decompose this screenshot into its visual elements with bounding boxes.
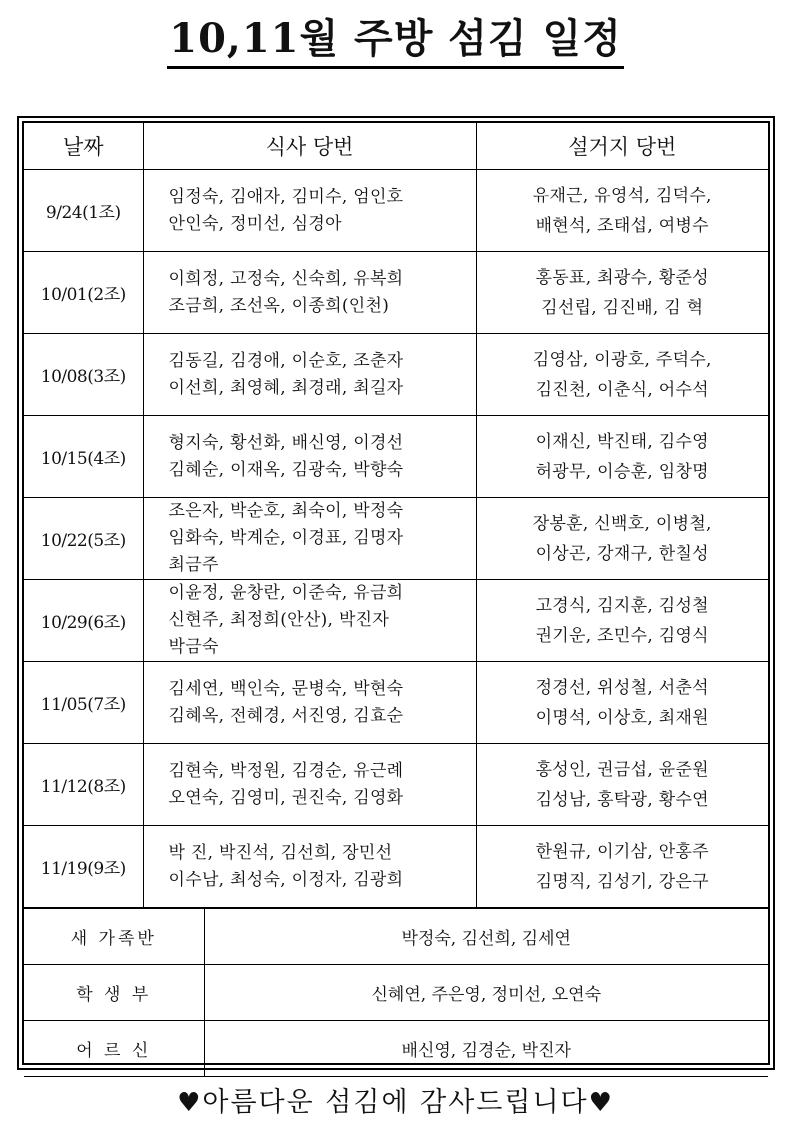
schedule-row (24, 826, 768, 908)
group-row (24, 909, 768, 965)
schedule-row (24, 252, 768, 334)
meal-duty-names: 최금주 (168, 555, 219, 575)
schedule-row (24, 744, 768, 826)
schedule-date: 10/01(2조) (24, 252, 143, 334)
schedule-date: 11/12(8조) (24, 744, 143, 826)
dish-duty-names: 한원규, 이기삼, 안홍주 (535, 841, 709, 862)
schedule-date: 10/08(3조) (24, 334, 143, 416)
dish-duty-cell (476, 416, 768, 498)
dish-duty-names: 이명석, 이상호, 최재원 (535, 707, 709, 728)
meal-duty-names: 김현숙, 박정원, 김경순, 유근례 (168, 760, 404, 781)
heart-icon: ♥ (588, 1088, 614, 1118)
meal-duty-header: 식사 당번 (143, 123, 476, 170)
meal-duty-names: 김혜옥, 전혜경, 서진영, 김효순 (168, 705, 404, 726)
group-name: 학 생 부 (24, 965, 204, 1021)
schedule-date: 9/24(1조) (24, 170, 143, 252)
dish-duty-names: 장봉훈, 신백호, 이병철, (532, 513, 712, 534)
group-name: 어 르 신 (24, 1021, 204, 1077)
dish-duty-cell (476, 498, 768, 580)
group-members: 신혜연, 주은영, 정미선, 오연숙 (204, 965, 768, 1021)
dish-duty-names: 유재근, 유영석, 김덕수, (532, 185, 712, 206)
group-table (24, 908, 768, 1077)
dish-duty-cell (476, 170, 768, 252)
meal-duty-cell (143, 744, 476, 826)
meal-duty-names: 임정숙, 김애자, 김미수, 엄인호 (168, 186, 404, 207)
dish-duty-cell (476, 744, 768, 826)
date-header: 날짜 (24, 123, 143, 170)
schedule-row (24, 662, 768, 744)
group-row (24, 965, 768, 1021)
schedule-row (24, 580, 768, 662)
dish-duty-names: 홍동표, 최광수, 황준성 (535, 267, 709, 288)
meal-duty-names: 조은자, 박순호, 최숙이, 박정숙 (168, 501, 404, 521)
schedule-date: 10/22(5조) (24, 498, 143, 580)
footer-text: 아름다운 섬김에 감사드립니다 (202, 1087, 589, 1118)
schedule-date: 10/29(6조) (24, 580, 143, 662)
dish-duty-cell (476, 826, 768, 908)
meal-duty-names: 조금희, 조선옥, 이종희(인천) (168, 295, 390, 316)
schedule-row (24, 416, 768, 498)
meal-duty-cell (143, 826, 476, 908)
dish-duty-names: 배현석, 조태섭, 여병수 (535, 215, 709, 236)
dish-duty-cell (476, 580, 768, 662)
group-row (24, 1021, 768, 1077)
schedule-row (24, 334, 768, 416)
meal-duty-cell (143, 498, 476, 580)
schedule-row (24, 170, 768, 252)
page-title: 10,11월 주방 섬김 일정 (167, 14, 624, 69)
meal-duty-names: 이윤정, 윤창란, 이준숙, 유금희 (168, 583, 404, 603)
dish-duty-names: 김영삼, 이광호, 주덕수, (532, 349, 712, 370)
dish-duty-names: 권기운, 조민수, 김영식 (535, 625, 709, 646)
meal-duty-names: 김세연, 백인숙, 문병숙, 박현숙 (168, 678, 404, 699)
title-container (0, 14, 791, 69)
meal-duty-names: 김혜순, 이재옥, 김광숙, 박향숙 (168, 459, 404, 480)
meal-duty-names: 신현주, 최정희(안산), 박진자 (168, 610, 390, 630)
dish-duty-cell (476, 662, 768, 744)
meal-duty-cell (143, 334, 476, 416)
dish-duty-names: 이재신, 박진태, 김수영 (535, 431, 709, 452)
dish-duty-names: 김명직, 김성기, 강은구 (535, 871, 709, 892)
dish-duty-names: 허광무, 이승훈, 임창명 (535, 461, 709, 482)
group-members: 배신영, 김경순, 박진자 (204, 1021, 768, 1077)
dish-duty-names: 고경식, 김지훈, 김성철 (535, 595, 709, 616)
meal-duty-names: 이선희, 최영혜, 최경래, 최길자 (168, 377, 404, 398)
meal-duty-names: 임화숙, 박계순, 이경표, 김명자 (168, 528, 404, 548)
dish-duty-names: 이상곤, 강재구, 한칠성 (535, 543, 709, 564)
meal-duty-names: 형지숙, 황선화, 배신영, 이경선 (168, 432, 404, 453)
dish-duty-names: 김선립, 김진배, 김 혁 (541, 297, 704, 318)
schedule-row (24, 498, 768, 580)
meal-duty-cell (143, 252, 476, 334)
meal-duty-names: 이수남, 최성숙, 이정자, 김광희 (168, 869, 404, 890)
dish-duty-names: 홍성인, 권금섭, 윤준원 (535, 759, 709, 780)
dish-duty-header: 설거지 당번 (476, 123, 768, 170)
heart-icon: ♥ (177, 1088, 203, 1118)
meal-duty-names: 오연숙, 김영미, 권진숙, 김영화 (168, 787, 404, 808)
schedule-table (24, 123, 768, 908)
dish-duty-names: 김성남, 홍탁광, 황수연 (535, 789, 709, 810)
group-members: 박정숙, 김선희, 김세연 (204, 909, 768, 965)
dish-duty-cell (476, 334, 768, 416)
meal-duty-names: 김동길, 김경애, 이순호, 조춘자 (168, 350, 404, 371)
meal-duty-names: 안인숙, 정미선, 심경아 (168, 213, 342, 234)
schedule-date: 11/05(7조) (24, 662, 143, 744)
meal-duty-names: 박 진, 박진석, 김선희, 장민선 (168, 842, 393, 863)
schedule-date: 10/15(4조) (24, 416, 143, 498)
schedule-date: 11/19(9조) (24, 826, 143, 908)
dish-duty-names: 김진천, 이춘식, 어수석 (535, 379, 709, 400)
footer-message (0, 1080, 791, 1119)
header-row (24, 123, 768, 170)
dish-duty-names: 정경선, 위성철, 서춘석 (535, 677, 709, 698)
dish-duty-cell (476, 252, 768, 334)
meal-duty-cell (143, 170, 476, 252)
meal-duty-names: 박금숙 (168, 637, 219, 657)
meal-duty-cell (143, 580, 476, 662)
group-name: 새 가족반 (24, 909, 204, 965)
schedule-frame (17, 116, 775, 1070)
meal-duty-cell (143, 416, 476, 498)
schedule-inner-frame (22, 121, 770, 1065)
meal-duty-cell (143, 662, 476, 744)
meal-duty-names: 이희정, 고정숙, 신숙희, 유복희 (168, 268, 404, 289)
